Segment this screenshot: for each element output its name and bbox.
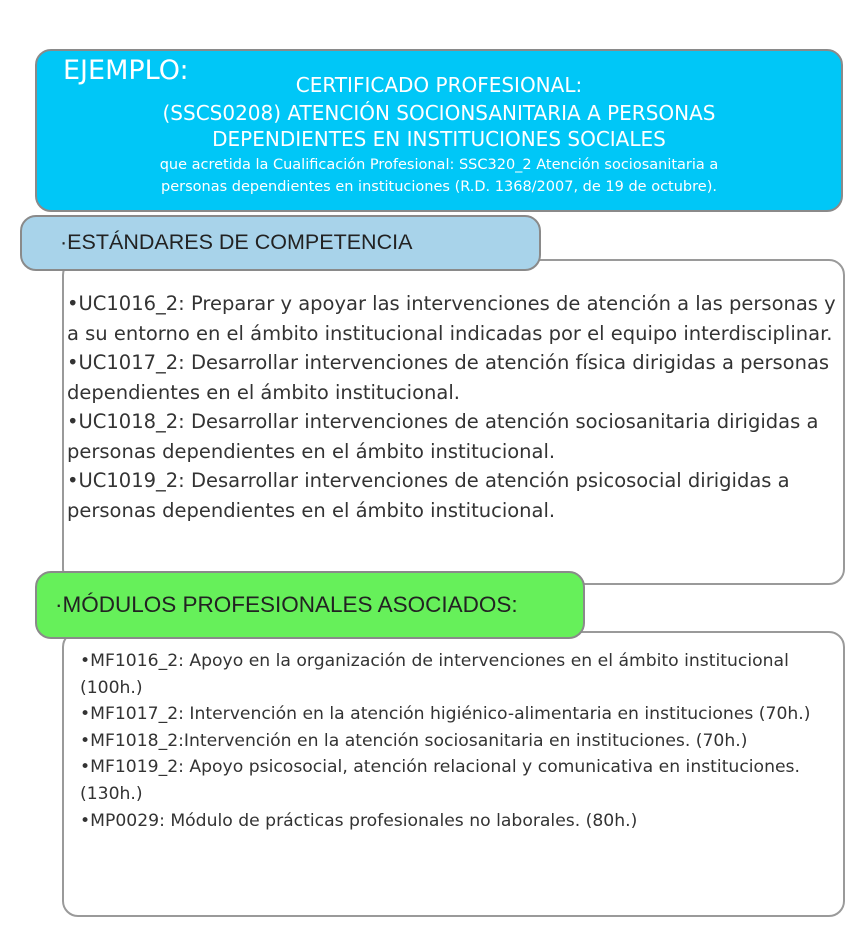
certificate-name-line2: DEPENDIENTES EN INSTITUCIONES SOCIALES <box>212 127 666 151</box>
standards-tab <box>20 215 541 271</box>
standards-list <box>67 289 837 525</box>
example-label: EJEMPLO: <box>63 55 189 86</box>
qualification-line2: personas dependientes en instituciones (R.D. 1368/2007, de 19 de octubre). <box>161 179 717 195</box>
list-item: •MP0029: Módulo de prácticas profesionales no laborales. (80h.) <box>80 810 638 831</box>
certificate-title: CERTIFICADO PROFESIONAL: <box>295 73 583 97</box>
modules-title: ·MÓDULOS PROFESIONALES ASOCIADOS: <box>55 592 518 617</box>
list-item: •MF1016_2: Apoyo en la organización de intervenciones en el ámbito institucional (100h.) <box>80 651 789 698</box>
list-item: •UC1018_2: Desarrollar intervenciones de atención sociosanitaria dirigidas a personas dependientes en el ámbito institucional. <box>67 410 819 463</box>
list-item: •MF1019_2: Apoyo psicosocial, atención relacional y comunicativa en instituciones. (130h.) <box>80 757 800 804</box>
qualification-line1: que acretida la Cualificación Profesional: SSC320_2 Atención sociosanitaria a <box>159 157 719 173</box>
list-item: •MF1018_2:Intervención en la atención sociosanitaria en instituciones. (70h.) <box>80 730 748 751</box>
list-item: •MF1017_2: Intervención en la atención higiénico-alimentaria en instituciones (70h.) <box>80 704 811 725</box>
modules-tab <box>35 571 585 639</box>
list-item: •UC1019_2: Desarrollar intervenciones de atención psicosocial dirigidas a personas dependientes en el ámbito institucional. <box>67 469 790 522</box>
certificate-name-line1: (SSCS0208) ATENCIÓN SOCIONSANITARIA A PERSONAS <box>162 101 716 125</box>
standards-title: ·ESTÁNDARES DE COMPETENCIA <box>60 230 413 254</box>
certificate-header <box>35 49 843 212</box>
list-item: •UC1017_2: Desarrollar intervenciones de atención física dirigidas a personas dependientes en el ámbito institucional. <box>67 351 830 404</box>
list-item: •UC1016_2: Preparar y apoyar las intervenciones de atención a las personas y a su entorno en el ámbito institucional indicadas por el equipo interdisciplinar. <box>67 292 836 345</box>
modules-list <box>80 648 840 834</box>
